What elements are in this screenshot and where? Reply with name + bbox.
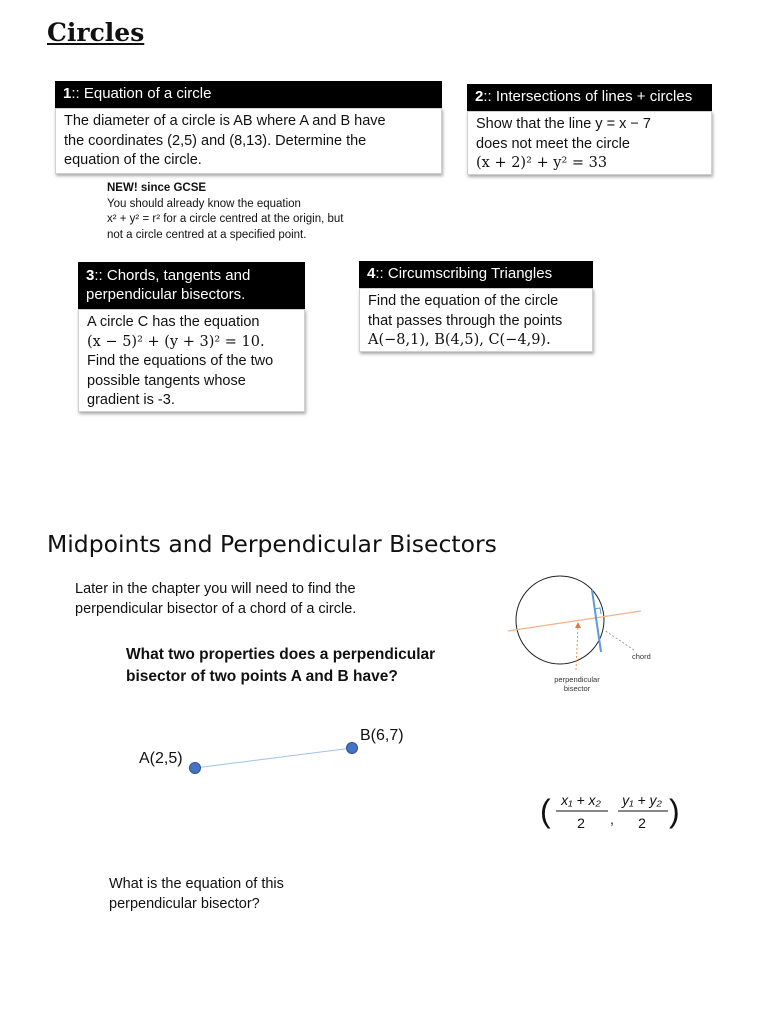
card-1-line: The diameter of a circle is AB where A and B have: [64, 113, 386, 129]
final-question-line: perpendicular bisector?: [109, 896, 260, 912]
points-diagram: [130, 720, 430, 790]
card-3-heading: Chords, tangents and: [106, 267, 251, 284]
card-2-heading: Intersections of lines + circles: [495, 88, 693, 105]
final-question: [109, 874, 284, 914]
card-4: [359, 261, 593, 352]
card-3-header: [78, 262, 305, 309]
card-3-heading: perpendicular bisectors.: [86, 286, 246, 303]
formula-y-numerator: y₁ + y₂: [622, 792, 662, 808]
card-3-line: gradient is -3.: [87, 392, 175, 408]
question-text: [126, 644, 435, 688]
bisector-label: perpendicular: [554, 675, 600, 684]
card-1-line: equation of the circle.: [64, 152, 202, 168]
midpoint-formula: [538, 788, 688, 838]
gcse-note: [107, 181, 344, 243]
card-1-separator: ::: [71, 85, 84, 102]
note-heading: NEW! since GCSE: [107, 182, 207, 194]
card-3-line: possible tangents whose: [87, 372, 246, 389]
chord-line: [592, 590, 601, 652]
card-1: [55, 81, 442, 174]
formula-close-paren: ): [669, 793, 680, 829]
formula-x-numerator: x₁ + x₂: [561, 792, 601, 808]
formula-x-denominator: 2: [577, 815, 585, 831]
card-2-number: 2: [475, 88, 484, 105]
card-4-heading: Circumscribing Triangles: [387, 265, 553, 282]
chord-pointer: [604, 630, 634, 650]
card-4-line: Find the equation of the circle: [368, 293, 559, 309]
final-question-line: What is the equation of this: [109, 876, 284, 892]
card-3-body: [78, 309, 305, 412]
card-2-line: (x + 2)² + y² = 33: [476, 155, 608, 171]
intro-line: perpendicular bisector of a chord of a circle.: [75, 601, 357, 617]
bisector-arrowhead: [575, 622, 581, 628]
chord-label: chord: [632, 652, 651, 661]
card-1-line: the coordinates (2,5) and (8,13). Determine the: [64, 132, 367, 149]
card-4-separator: ::: [375, 265, 388, 282]
circle-outline: [516, 576, 604, 664]
question-line: What two properties does a perpendicular: [126, 646, 436, 663]
card-3-line: (x − 5)² + (y + 3)² = 10.: [87, 333, 265, 350]
note-line: x² + y² = r² for a circle centred at the origin, but: [107, 213, 344, 225]
card-2-line: does not meet the circle: [476, 135, 630, 152]
note-line: not a circle centred at a specified point.: [107, 228, 307, 241]
bisector-line: [508, 611, 641, 631]
question-line: bisector of two points A and B have?: [126, 668, 398, 685]
card-2-body: [467, 111, 712, 175]
segment-ab: [195, 748, 352, 768]
chord-bisector-diagram: [500, 570, 670, 700]
card-2-line: Show that the line y = x − 7: [476, 116, 651, 132]
card-2-header: [467, 84, 712, 111]
formula-open-paren: (: [540, 793, 551, 829]
bisector-label: bisector: [563, 684, 591, 693]
card-4-line: A(−8,1), B(4,5), C(−4,9).: [368, 332, 551, 348]
bisector-pointer: [576, 625, 578, 670]
card-3-number: 3: [86, 267, 95, 284]
card-3-line: A circle C has the equation: [87, 314, 260, 330]
card-2-separator: ::: [483, 88, 496, 105]
page-title: Circles: [47, 18, 145, 47]
card-3-separator: ::: [94, 267, 107, 284]
card-1-heading: Equation of a circle: [83, 85, 212, 102]
formula-comma: ,: [610, 811, 614, 827]
card-2: [467, 84, 712, 175]
point-b-label: B(6,7): [360, 727, 404, 744]
card-4-line: that passes through the points: [368, 312, 563, 329]
card-4-body: [359, 288, 593, 352]
card-4-number: 4: [367, 265, 376, 282]
card-4-header: [359, 261, 593, 288]
card-3: [78, 262, 305, 412]
point-a: [190, 763, 201, 774]
intro-text: [75, 579, 356, 619]
point-b: [347, 743, 358, 754]
card-3-line: Find the equations of the two: [87, 353, 274, 369]
section-title: Midpoints and Perpendicular Bisectors: [47, 530, 497, 558]
card-1-body: [55, 108, 442, 174]
note-line: You should already know the equation: [107, 197, 301, 210]
card-1-header: [55, 81, 442, 108]
formula-y-denominator: 2: [638, 815, 646, 831]
card-1-number: 1: [63, 85, 72, 102]
intro-line: Later in the chapter you will need to find the: [75, 581, 356, 597]
point-a-label: A(2,5): [139, 750, 183, 767]
